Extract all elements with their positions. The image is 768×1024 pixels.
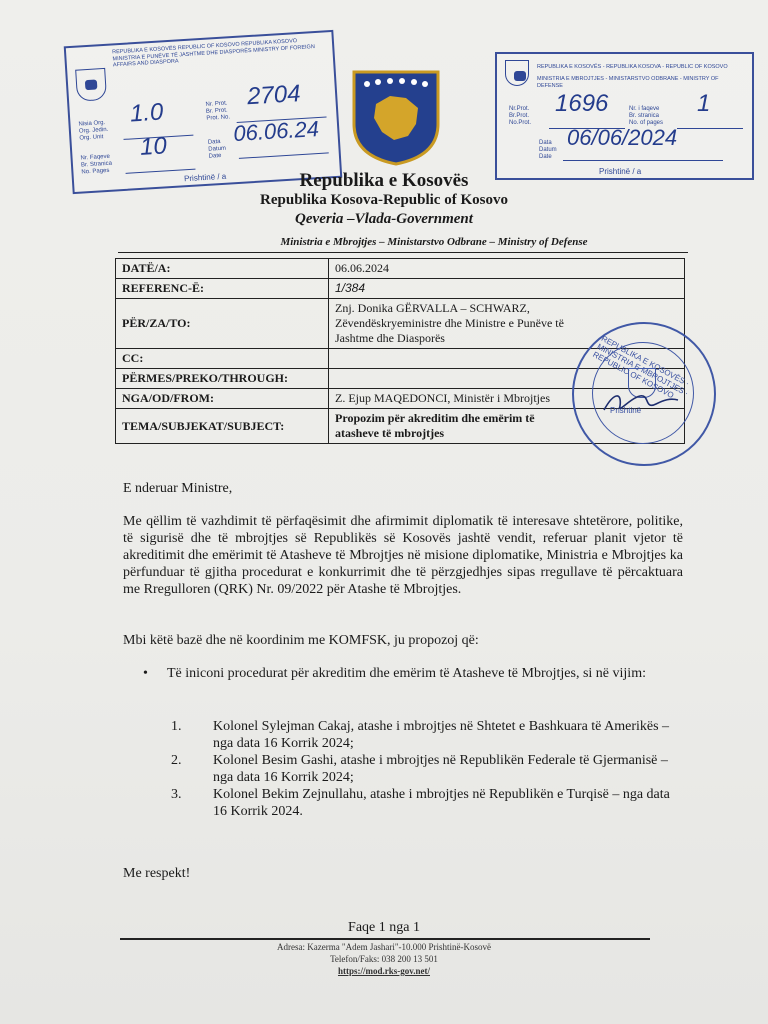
- stamp-footer: Prishtinë / a: [183, 171, 227, 184]
- meta-key: DATË/A:: [116, 259, 329, 279]
- stamp-label: Data: [539, 140, 552, 146]
- meta-value: Z. Ejup MAQEDONCI, Ministër i Mbrojtjes: [329, 389, 685, 409]
- stamp-label: Nr. Faqeve: [80, 153, 111, 162]
- letterhead-country-translations: Republika Kosova-Republic of Kosovo: [260, 192, 508, 208]
- stamp-label: Nr.Prot.: [509, 106, 530, 112]
- stamp-label: Br. stranica: [629, 113, 660, 119]
- letterhead-country: Republika e Kosovës: [299, 170, 469, 191]
- stamp-label: Data: [207, 138, 221, 146]
- table-row: [116, 279, 685, 299]
- greeting: E nderuar Ministre,: [123, 481, 233, 496]
- footer-url-link[interactable]: https://mod.rks-gov.net/: [337, 966, 430, 976]
- basis-paragraph: Mbi këtë bazë dhe në koordinim me KOMFSK, ju propozoj që:: [123, 633, 479, 648]
- signature-icon: [600, 388, 680, 416]
- stamp-label: No. Pages: [81, 167, 110, 176]
- stamp-prot-handwritten: 2704: [246, 80, 302, 111]
- list-number: 1.: [171, 719, 182, 734]
- meta-key: NGA/OD/FROM:: [116, 389, 329, 409]
- bullet-text: Të iniconi procedurat për akreditim dhe emërim të Atasheve të Mbrojtjes, si në vijim:: [167, 666, 646, 681]
- list-number: 3.: [171, 787, 182, 802]
- footer-divider: [120, 938, 650, 940]
- kosovo-coat-of-arms-icon: [350, 68, 442, 166]
- letterhead-government: Qeveria –Vlada-Government: [295, 211, 473, 227]
- outgoing-registry-stamp: [495, 52, 754, 180]
- stamp-pages-handwritten: 10: [139, 132, 168, 161]
- meta-key: PËR/ZA/TO:: [116, 299, 329, 349]
- stamp-header-line2: MINISTRIA E MBROJTJES - MINISTARSTVO ODBRANE - MINISTRY OF DEFENSE: [537, 76, 719, 89]
- closing: Me respekt!: [123, 866, 191, 881]
- stamp-prot-handwritten: 1696: [555, 90, 609, 117]
- stamp-label: Org. Jedin.: [78, 126, 109, 135]
- meta-key: PËRMES/PREKO/THROUGH:: [116, 369, 329, 389]
- stamp-label: Date: [539, 154, 552, 160]
- stamp-header: REPUBLIKA E KOSOVËS REPUBLIC OF KOSOVO REPUBLIKA KOSOVO MINISTRIA E PUNËVE TË JASHTME DHE DIASPORËS MINISTRY OF FOREIGN AFFAIRS AND DIASPORA: [112, 38, 316, 69]
- stamp-label: Date: [208, 152, 222, 160]
- list-text: Kolonel Bekim Zejnullahu, atashe i mbrojtjes në Republikën e Turqisë – nga data 16 Korrik 2024.: [213, 787, 670, 819]
- stamp-date-handwritten: 06.06.24: [232, 115, 320, 147]
- stamp-footer: Prishtinë / a: [599, 167, 642, 176]
- stamp-emblem-icon: [505, 60, 529, 86]
- list-number: 2.: [171, 753, 182, 768]
- page-number: Faqe 1 nga 1: [348, 920, 420, 935]
- stamp-org-handwritten: 1.0: [129, 98, 165, 128]
- letterhead-ministry: Ministria e Mbrojtjes – Ministarstvo Odbrane – Ministry of Defense: [280, 236, 588, 248]
- stamp-label: Prot. No.: [206, 114, 231, 122]
- main-paragraph: Me qëllim të vazhdimit të përfaqësimit dhe afirmimit diplomatik të interesave shtetërore, politike, të sigurisë dhe të mbrojtjes së Republikës së Kosovës jashtë vendit, referuar planit vjetor të akreditimit dhe emërimit të Atasheve të Mbrojtjes në misione diplomatike, Ministria e Mbrojtjes ka përfunduar të gjitha procedurat e konkurrimit dhe të përzgjedhjes sipas rregullave të përcaktuara me Rregulloren (QRK) Nr. 09/2022 për Atashe të Mbrojtjes.: [123, 514, 683, 597]
- stamp-header-line1: REPUBLIKA E KOSOVËS - REPUBLIKA KOSOVA - REPUBLIC OF KOSOVO: [537, 64, 728, 70]
- meta-value: Znj. Donika GËRVALLA – SCHWARZ, Zëvendëskryeministre dhe Ministre e Punëve të Jashtme dhe Diasporës: [329, 299, 685, 349]
- stamp-label: Datum: [208, 145, 227, 153]
- stamp-label: Datum: [539, 147, 557, 153]
- stamp-label: Nr. Prot.: [205, 100, 228, 108]
- meta-key: REFERENC-Ë:: [116, 279, 329, 299]
- table-row: [116, 259, 685, 279]
- meta-key: CC:: [116, 349, 329, 369]
- stamp-label: No. of pages: [629, 120, 664, 126]
- meta-value: 1/384: [329, 279, 685, 299]
- round-stamp-text: REPUBLIKA E KOSOVËS · MINISTRIA E MBROJTJES · REPUBLIC OF KOSOVO: [591, 334, 691, 401]
- stamp-label: No.Prot.: [509, 120, 532, 126]
- stamp-label: Org. Unit: [79, 134, 104, 142]
- stamp-label: Nr. i faqeve: [629, 106, 660, 112]
- list-text: Kolonel Sylejman Cakaj, atashe i mbrojtjes në Shtetet e Bashkuara të Amerikës – nga data 16 Korrik 2024;: [213, 719, 670, 751]
- meta-value: Propozim për akreditim dhe emërim të atasheve të mbrojtjes: [329, 409, 685, 444]
- stamp-label: Br.Prot.: [509, 113, 530, 119]
- bullet-icon: •: [143, 666, 148, 681]
- footer-address: Adresa: Kazerma "Adem Jashari"-10.000 Prishtinë-Kosovë: [276, 942, 492, 952]
- stamp-pages-handwritten: 1: [697, 90, 711, 117]
- stamp-date-handwritten: 06/06/2024: [567, 125, 678, 150]
- list-text: Kolonel Besim Gashi, atashe i mbrojtjes në Republikën Federale të Gjermanisë – nga data 16 Korrik 2024;: [213, 753, 668, 785]
- stamp-label: Br. Prot.: [205, 107, 228, 115]
- meta-key: TEMA/SUBJEKAT/SUBJECT:: [116, 409, 329, 444]
- meta-value: 06.06.2024: [329, 259, 685, 279]
- stamp-label: Br. Stranica: [80, 160, 113, 169]
- stamp-emblem-icon: [75, 68, 107, 102]
- round-stamp-city: Prishtinë: [610, 406, 642, 415]
- header-divider: [118, 252, 688, 253]
- stamp-label: Nisia Org.: [78, 119, 106, 128]
- footer-phone: Telefon/Faks: 038 200 13 501: [330, 954, 438, 964]
